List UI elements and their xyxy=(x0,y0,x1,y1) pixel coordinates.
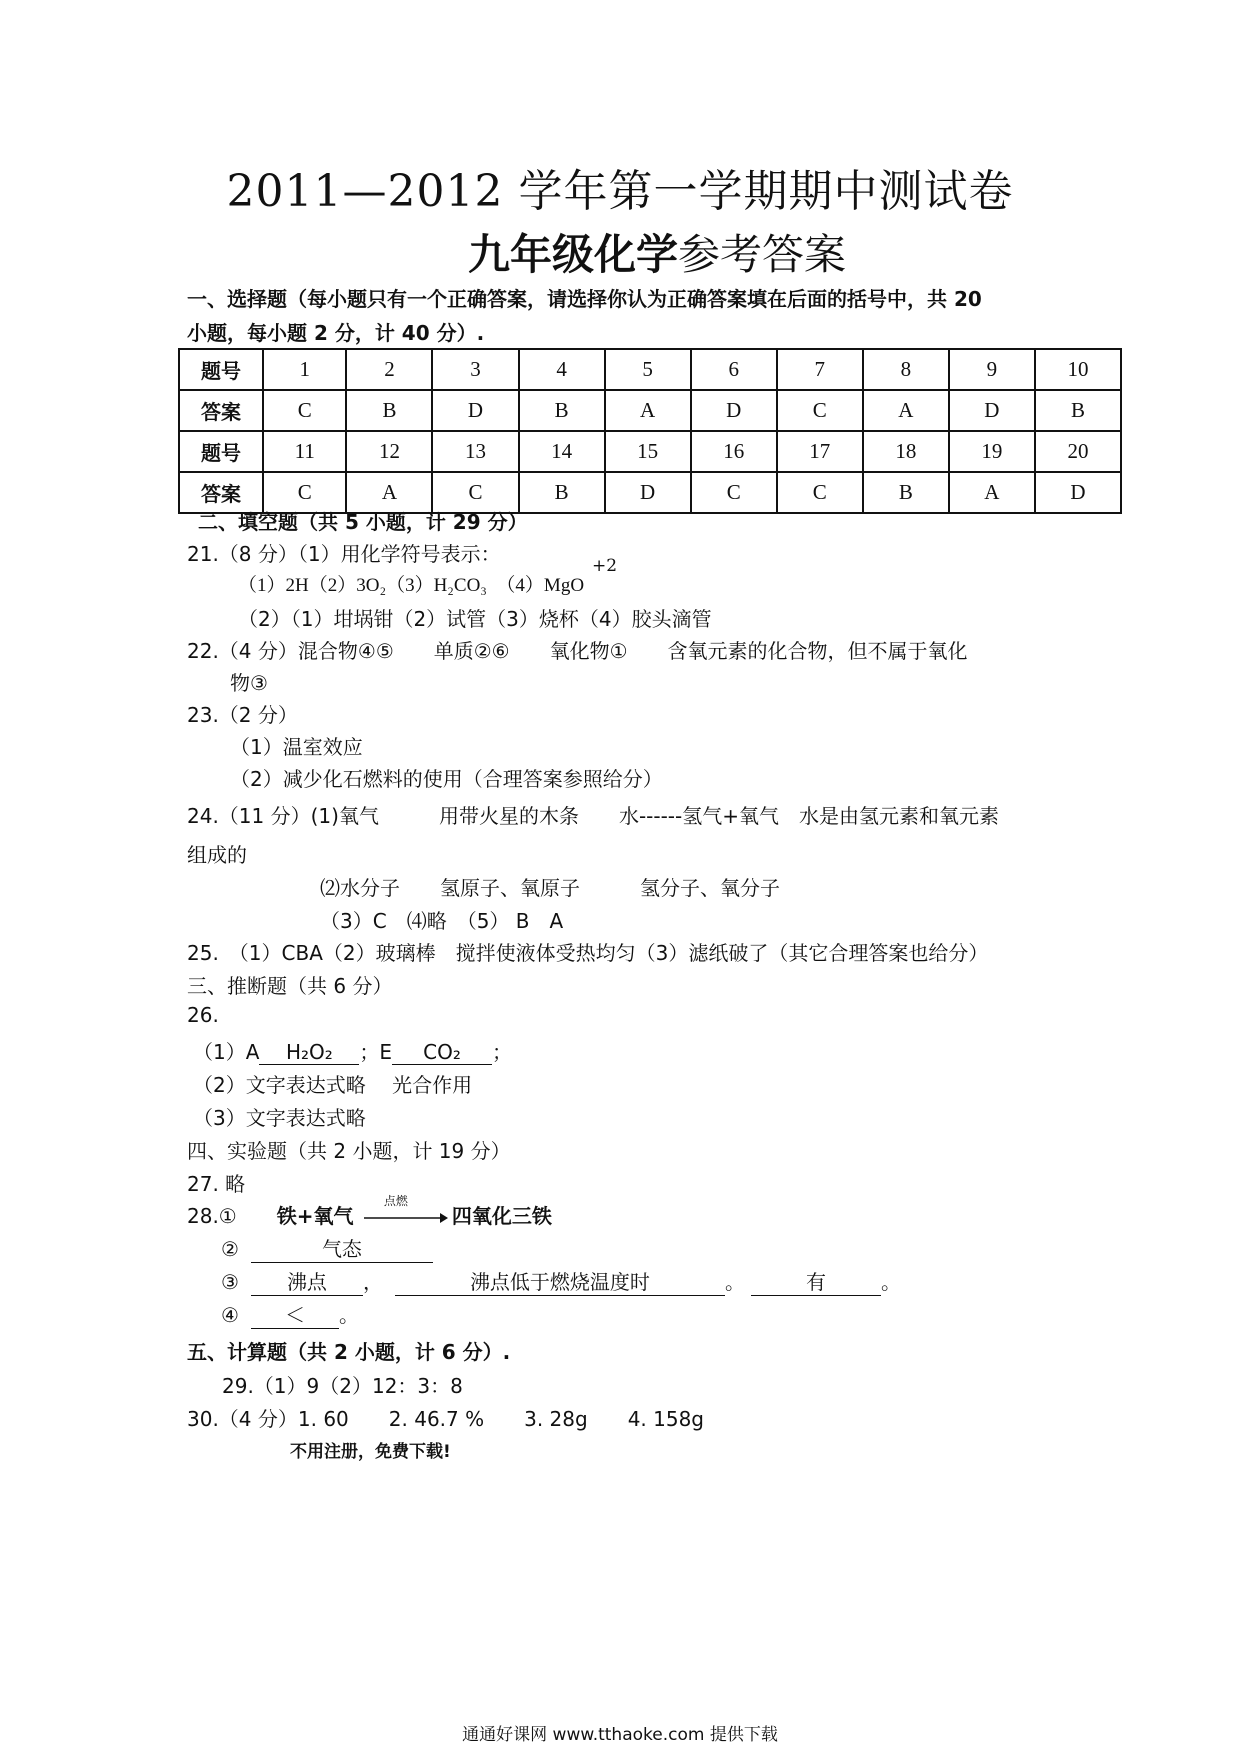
q28-item1: 28.① 铁+氧气 点燃 四氧化三铁 xyxy=(187,1193,552,1228)
table-cell: C xyxy=(777,472,863,513)
table-cell: D xyxy=(432,390,518,431)
table-cell: 4 xyxy=(519,349,605,390)
q22-line2: 物③ xyxy=(230,671,268,695)
table-cell: B xyxy=(519,390,605,431)
table-cell: 6 xyxy=(691,349,777,390)
table-cell: 14 xyxy=(519,431,605,472)
table-cell: B xyxy=(1035,390,1121,431)
q23-answer-b: （2）减少化石燃料的使用（合理答案参照给分） xyxy=(230,767,663,791)
table-cell: B xyxy=(519,472,605,513)
row-label-num: 题号 xyxy=(179,349,263,390)
section2-heading: 二、填空题（共 5 小题，计 29 分） xyxy=(198,510,528,534)
table-cell: 13 xyxy=(432,431,518,472)
section1-heading-line2: 小题，每小题 2 分，计 40 分）. xyxy=(187,321,485,345)
answer-table xyxy=(178,348,1122,514)
q28-item4: ④ ＜ 。 xyxy=(221,1299,359,1329)
table-row xyxy=(179,390,1121,431)
table-cell: C xyxy=(691,472,777,513)
table-cell: 9 xyxy=(949,349,1035,390)
table-cell: 8 xyxy=(863,349,949,390)
q28-reactants: 铁+氧气 xyxy=(276,1204,354,1228)
table-cell: 3 xyxy=(432,349,518,390)
page-footer: 通通好课网 www.tthaoke.com 提供下载 xyxy=(462,1725,778,1745)
table-cell: A xyxy=(346,472,432,513)
table-cell: D xyxy=(949,390,1035,431)
q28-3-blank3: 有 xyxy=(751,1266,881,1296)
q26-a-blank: H₂O₂ xyxy=(259,1040,359,1065)
table-cell: 18 xyxy=(863,431,949,472)
subtitle-bold: 九年级化学 xyxy=(468,230,679,279)
table-cell: D xyxy=(1035,472,1121,513)
table-cell: 15 xyxy=(605,431,691,472)
table-row xyxy=(179,431,1121,472)
row-label-num: 题号 xyxy=(179,431,263,472)
q24-line1: 24.（11 分）(1)氧气 用带火星的木条 水------氢气+氧气 水是由氢元素和氧元素 xyxy=(187,804,1000,828)
section3-heading: 三、推断题（共 6 分） xyxy=(187,974,393,998)
q24-line3: ⑵水分子 氢原子、氧原子 氢分子、氧分子 xyxy=(320,876,780,900)
row-label-ans: 答案 xyxy=(179,472,263,513)
q29: 29.（1）9（2）12：3：8 xyxy=(222,1374,463,1398)
table-cell: A xyxy=(949,472,1035,513)
q30: 30.（4 分）1. 60 2. 46.7 % 3. 28g 4. 158g xyxy=(187,1407,705,1431)
table-cell: 11 xyxy=(263,431,346,472)
table-cell: B xyxy=(346,390,432,431)
q27: 27. 略 xyxy=(187,1172,246,1196)
q21-answer-b: （2）（1）坩埚钳（2）试管（3）烧杯（4）胶头滴管 xyxy=(238,607,712,631)
table-cell: 10 xyxy=(1035,349,1121,390)
q28-product: 四氧化三铁 xyxy=(451,1204,552,1228)
section4-heading: 四、实验题（共 2 小题，计 19 分） xyxy=(187,1139,511,1163)
q22-line1: 22.（4 分）混合物④⑤ 单质②⑥ 氧化物① 含氧元素的化合物，但不属于氧化 xyxy=(187,639,968,663)
q21-head: 21.（8 分）（1）用化学符号表示： xyxy=(187,542,501,566)
table-cell: C xyxy=(263,472,346,513)
q23-head: 23.（2 分） xyxy=(187,703,298,727)
q26-answer-c: （3）文字表达式略 xyxy=(193,1106,366,1130)
table-cell: D xyxy=(605,472,691,513)
q28-item2: ② 气态 xyxy=(221,1233,433,1263)
table-row xyxy=(179,349,1121,390)
q28-3-blank1: 沸点 xyxy=(251,1266,363,1296)
q23-answer-a: （1）温室效应 xyxy=(230,735,363,759)
q24-line2: 组成的 xyxy=(187,843,247,867)
table-cell: 2 xyxy=(346,349,432,390)
q26-answer-a: （1）A H₂O₂ ；E CO₂ ； xyxy=(193,1040,513,1064)
row-label-ans: 答案 xyxy=(179,390,263,431)
table-cell: B xyxy=(863,472,949,513)
table-cell: A xyxy=(863,390,949,431)
q28-2-blank: 气态 xyxy=(251,1233,433,1263)
section5-heading: 五、计算题（共 2 小题，计 6 分）. xyxy=(187,1340,511,1364)
table-cell: 5 xyxy=(605,349,691,390)
table-cell: 20 xyxy=(1035,431,1121,472)
table-cell: 1 xyxy=(263,349,346,390)
reaction-condition: 点燃 xyxy=(383,1193,408,1208)
q26: 26. xyxy=(187,1003,219,1027)
page-title: 2011—2012 学年第一学期期中测试卷 xyxy=(226,166,1014,217)
table-cell: 16 xyxy=(691,431,777,472)
table-cell: 19 xyxy=(949,431,1035,472)
table-cell: C xyxy=(263,390,346,431)
table-cell: 7 xyxy=(777,349,863,390)
free-download-note: 不用注册，免费下载! xyxy=(290,1442,451,1462)
table-cell: 17 xyxy=(777,431,863,472)
reaction-arrow-icon xyxy=(360,1193,452,1230)
q26-answer-b: （2）文字表达式略 光合作用 xyxy=(193,1073,473,1097)
page-subtitle xyxy=(468,222,846,282)
section1-heading-line1: 一、选择题（每小题只有一个正确答案，请选择你认为正确答案填在后面的括号中，共 20 xyxy=(187,287,982,311)
q26-e-blank: CO₂ xyxy=(392,1040,492,1065)
table-cell: A xyxy=(605,390,691,431)
q21-valence: +2 xyxy=(592,556,618,576)
q24-line4: （3）C ⑷略 （5） B A xyxy=(320,909,564,933)
table-cell: 12 xyxy=(346,431,432,472)
table-cell: D xyxy=(691,390,777,431)
q28-4-blank: ＜ xyxy=(251,1299,339,1329)
table-cell: C xyxy=(777,390,863,431)
q25: 25. （1）CBA（2）玻璃棒 搅拌使液体受热均匀（3）滤纸破了（其它合理答案也给分） xyxy=(187,941,989,965)
q28-3-blank2: 沸点低于燃烧温度时 xyxy=(395,1266,725,1296)
q21-answer-a: （1）2H（2）3O₂（3）H₂CO₃ （4）MgO xyxy=(238,575,585,596)
table-cell: C xyxy=(432,472,518,513)
subtitle-rest: 参考答案 xyxy=(678,230,847,279)
q28-item3: ③ 沸点 ， 沸点低于燃烧温度时 。 有 。 xyxy=(221,1266,901,1296)
